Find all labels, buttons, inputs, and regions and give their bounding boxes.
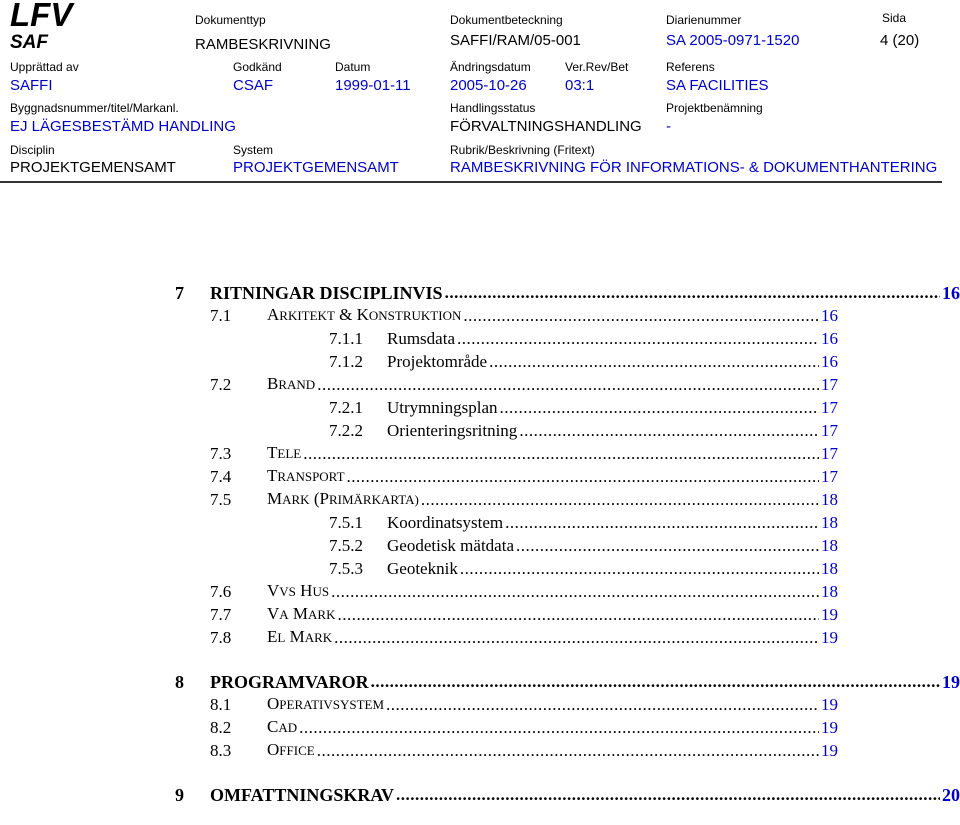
toc-leader-dots — [317, 375, 819, 395]
label-ver-rev-bet: Ver.Rev/Bet — [565, 60, 629, 74]
toc-leader-dots — [317, 741, 819, 761]
toc-entry-title: VVS HUS — [267, 581, 330, 600]
toc-entry-page[interactable]: 16 — [821, 329, 838, 348]
toc-entry-number: 7.2.2 — [329, 421, 363, 440]
toc-leader-dots — [331, 582, 819, 602]
toc-entry-page[interactable]: 19 — [942, 672, 960, 692]
value-andringsdatum: 2005-10-26 — [450, 77, 527, 94]
toc-entry-number: 7 — [175, 283, 184, 303]
toc-entry[interactable] — [329, 327, 838, 349]
toc-entry-page[interactable]: 17 — [821, 375, 838, 394]
saf-logo: SAF — [10, 32, 48, 53]
toc-entry-page[interactable]: 18 — [821, 513, 838, 532]
toc-entry-title: OFFICE — [267, 740, 315, 759]
toc-leader-dots — [505, 513, 819, 533]
label-godkand: Godkänd — [233, 60, 282, 74]
toc-entry-number: 8 — [175, 672, 184, 692]
value-referens: SA FACILITIES — [666, 77, 769, 94]
toc-leader-dots — [460, 559, 819, 579]
label-projektbenamning: Projektbenämning — [666, 101, 763, 115]
label-dokumenttyp: Dokumenttyp — [195, 13, 266, 27]
toc-leader-dots — [386, 695, 819, 715]
toc-entry-title: BRAND — [267, 374, 316, 393]
toc-entry[interactable] — [175, 670, 960, 692]
toc-leader-dots — [445, 283, 940, 303]
toc-entry-title: MARK (PRIMÄRKARTA) — [267, 489, 419, 508]
toc-entry-title: Projektområde — [387, 352, 488, 371]
toc-entry-title: Orienteringsritning — [387, 421, 518, 440]
toc-entry-title: OPERATIVSYSTEM — [267, 694, 385, 713]
value-dokumenttyp: RAMBESKRIVNING — [195, 36, 331, 53]
value-dokumentbeteckning: SAFFI/RAM/05-001 — [450, 32, 581, 49]
toc-leader-dots — [347, 467, 819, 487]
label-rubrik: Rubrik/Beskrivning (Fritext) — [450, 143, 595, 157]
toc-entry-title: Geoteknik — [387, 559, 458, 578]
toc-entry-page[interactable]: 20 — [942, 785, 960, 805]
toc-entry-page[interactable]: 18 — [821, 559, 838, 578]
toc-entry[interactable] — [210, 580, 838, 602]
toc-entry[interactable] — [175, 783, 960, 805]
toc-entry-title: TELE — [267, 443, 302, 462]
toc-entry-page[interactable]: 19 — [821, 695, 838, 714]
toc-leader-dots — [396, 785, 940, 805]
label-disciplin: Disciplin — [10, 143, 55, 157]
toc-entry-number: 8.3 — [210, 741, 232, 760]
label-datum: Datum — [335, 60, 371, 74]
toc-entry-title: VA MARK — [267, 604, 336, 623]
toc-entry[interactable] — [329, 419, 838, 441]
toc-entry-page[interactable]: 17 — [821, 398, 838, 417]
toc-leader-dots — [303, 444, 819, 464]
toc-entry-number: 7.5.3 — [329, 559, 363, 578]
toc-leader-dots — [457, 329, 819, 349]
toc-entry-number: 8.1 — [210, 695, 232, 714]
toc-entry-number: 7.7 — [210, 605, 232, 624]
toc-leader-dots — [500, 398, 820, 418]
value-ver-rev-bet: 03:1 — [565, 77, 595, 94]
toc-leader-dots — [519, 421, 819, 441]
toc-entry-title: RITNINGAR DISCIPLINVIS — [210, 283, 443, 303]
lfv-logo: LFV — [10, 0, 73, 33]
value-diarienummer: SA 2005-0971-1520 — [666, 32, 800, 49]
value-upprattad-av: SAFFI — [10, 77, 53, 94]
toc-entry-title: ARKITEKT & KONSTRUKTION — [267, 305, 462, 324]
toc-entry-number: 7.4 — [210, 467, 232, 486]
toc-entry-page[interactable]: 19 — [821, 718, 838, 737]
label-byggnadsnummer: Byggnadsnummer/titel/Markanl. — [10, 101, 179, 115]
toc-entry-page[interactable]: 16 — [821, 306, 838, 325]
toc-entry[interactable] — [210, 693, 838, 715]
toc-entry[interactable] — [329, 350, 838, 372]
toc-entry-page[interactable]: 18 — [821, 582, 838, 601]
toc-entry-title: OMFATTNINGSKRAV — [210, 785, 395, 805]
toc-entry-number: 7.2.1 — [329, 398, 363, 417]
toc-entry-title: PROGRAMVAROR — [210, 672, 369, 692]
label-diarienummer: Diarienummer — [666, 13, 742, 27]
toc-entry[interactable] — [210, 465, 838, 487]
toc-entry-title: Koordinatsystem — [387, 513, 504, 532]
toc-leader-dots — [338, 605, 820, 625]
toc-entry-number: 7.1.2 — [329, 352, 363, 371]
toc-leader-dots — [463, 306, 819, 326]
toc-leader-dots — [299, 718, 819, 738]
value-disciplin: PROJEKTGEMENSAMT — [10, 159, 176, 176]
toc-entry-page[interactable]: 19 — [821, 741, 838, 760]
label-sida: Sida — [882, 11, 907, 25]
toc-entry-title: Geodetisk mätdata — [387, 536, 514, 555]
toc-entry-number: 7.8 — [210, 628, 232, 647]
toc-entry-number: 8.2 — [210, 718, 232, 737]
toc-entry[interactable] — [329, 396, 838, 418]
toc-entry[interactable] — [210, 626, 838, 648]
toc-entry[interactable] — [175, 281, 960, 303]
value-projektbenamning: - — [666, 118, 671, 135]
toc-entry-page[interactable]: 16 — [942, 283, 960, 303]
toc-entry-number: 7.1.1 — [329, 329, 363, 348]
label-dokumentbeteckning: Dokumentbeteckning — [450, 13, 563, 27]
toc-entry-page[interactable]: 16 — [821, 352, 838, 371]
value-godkand: CSAF — [233, 77, 274, 94]
toc-entry-page[interactable]: 19 — [821, 605, 838, 624]
toc-entry-title: CAD — [267, 717, 298, 736]
toc-entry-number: 7.5.2 — [329, 536, 363, 555]
value-sida: 4 (20) — [880, 32, 920, 49]
toc-entry-title: EL MARK — [267, 627, 333, 646]
toc-entry-page[interactable]: 18 — [821, 490, 838, 509]
value-system: PROJEKTGEMENSAMT — [233, 159, 399, 176]
toc-leader-dots — [421, 490, 819, 510]
toc-entry-title: Utrymningsplan — [387, 398, 498, 417]
toc-leader-dots — [489, 352, 819, 372]
value-handlingsstatus: FÖRVALTNINGSHANDLING — [450, 118, 642, 135]
toc-entry-page[interactable]: 17 — [821, 467, 838, 486]
toc-entry-page[interactable]: 19 — [821, 628, 838, 647]
toc-entry-title: TRANSPORT — [267, 466, 345, 485]
toc-entry-number: 9 — [175, 785, 184, 805]
value-datum: 1999-01-11 — [335, 77, 411, 94]
toc-entry-number: 7.5 — [210, 490, 232, 509]
toc-entry[interactable] — [210, 304, 838, 326]
toc-entry-number: 7.2 — [210, 375, 232, 394]
label-system: System — [233, 143, 274, 157]
toc-entry[interactable] — [210, 739, 838, 761]
toc-entry[interactable] — [210, 442, 838, 464]
label-handlingsstatus: Handlingsstatus — [450, 101, 536, 115]
toc-entry[interactable] — [329, 557, 838, 579]
label-referens: Referens — [666, 60, 715, 74]
toc-entry[interactable] — [210, 716, 838, 738]
toc-entry-title: Rumsdata — [387, 329, 455, 348]
toc-entry[interactable] — [210, 603, 838, 625]
toc-entry-number: 7.5.1 — [329, 513, 363, 532]
toc-leader-dots — [516, 536, 819, 556]
toc-entry-number: 7.3 — [210, 444, 232, 463]
toc-entry-number: 7.6 — [210, 582, 232, 601]
toc-entry-page[interactable]: 17 — [821, 444, 838, 463]
label-andringsdatum: Ändringsdatum — [450, 60, 531, 74]
toc-entry[interactable] — [329, 534, 838, 556]
toc-entry-number: 7.1 — [210, 306, 232, 325]
toc-entry[interactable] — [210, 373, 838, 395]
toc-leader-dots — [371, 672, 940, 692]
value-rubrik: RAMBESKRIVNING FÖR INFORMATIONS- & DOKUMENTHANTERING — [450, 159, 938, 176]
toc-leader-dots — [334, 628, 819, 648]
toc-entry-page[interactable]: 17 — [821, 421, 838, 440]
toc-entry[interactable] — [329, 511, 838, 533]
toc-entry[interactable] — [210, 488, 838, 510]
label-upprattad-av: Upprättad av — [10, 60, 79, 74]
toc-entry-page[interactable]: 18 — [821, 536, 838, 555]
value-byggnadsnummer: EJ LÄGESBESTÄMD HANDLING — [10, 118, 236, 135]
